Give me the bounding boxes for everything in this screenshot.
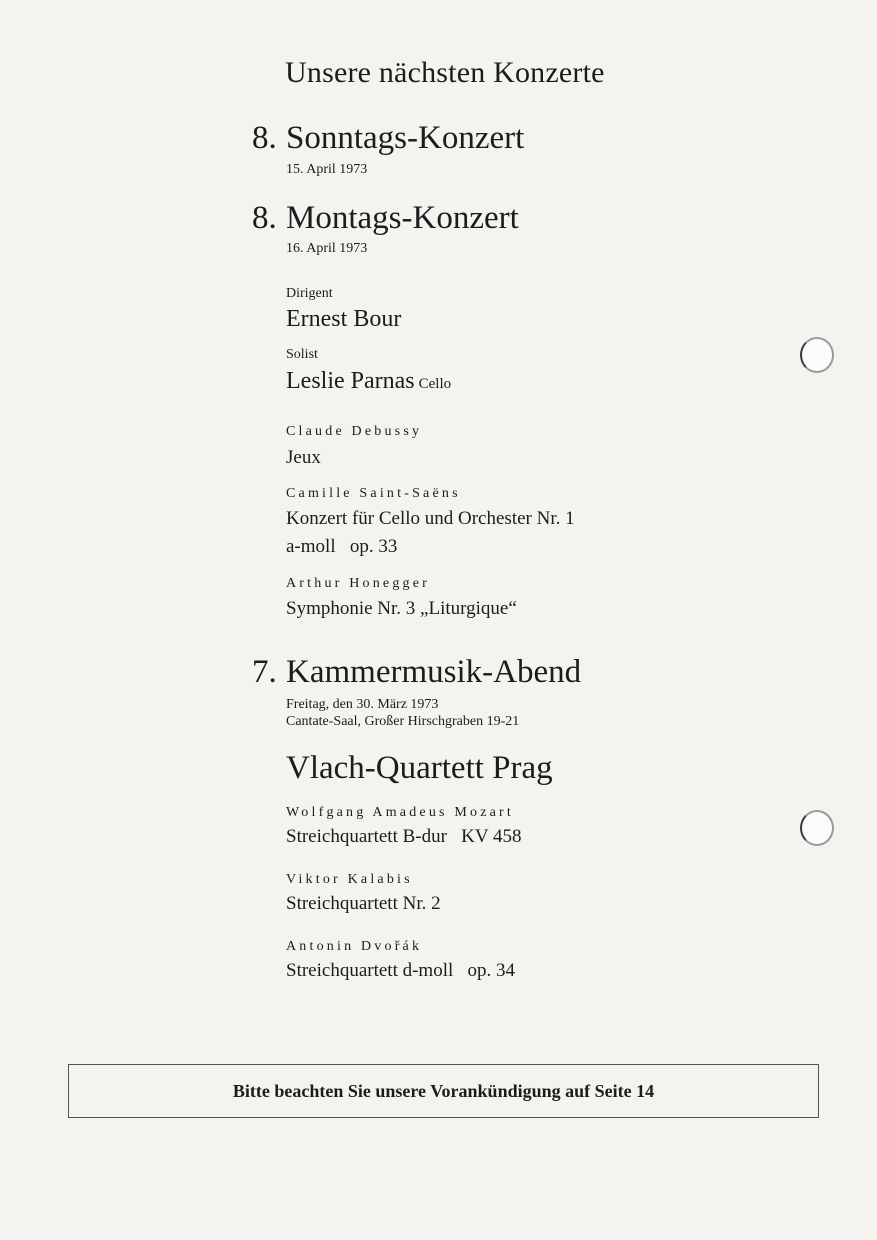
concert-number: 8. [252,200,277,236]
composer-name: Antonin Dvořák [286,939,423,954]
composer-name: Arthur Honegger [286,576,431,591]
composer-name: Claude Debussy [286,424,423,439]
soloist-instrument: Cello [418,376,452,392]
notice-box [68,1064,819,1118]
concert-heading-montags [252,200,519,237]
concert-date: 15. April 1973 [286,162,368,177]
work-title: Streichquartett d-moll op. 34 [286,960,516,981]
bleed-through-text [60,58,70,102]
page-title: Unsere nächsten Konzerte [285,56,605,89]
concert-date: Freitag, den 30. März 1973 [286,697,439,712]
concert-heading-sonntags [252,120,524,157]
work-title: Streichquartett B-dur KV 458 [286,826,522,847]
concert-date: 16. April 1973 [286,241,368,256]
concert-number: 8. [252,120,277,156]
work-title-line2: a-moll op. 33 [286,536,398,557]
punch-hole-top [800,337,834,373]
notice-text: Bitte beachten Sie unsere Vorankündigung auf Seite 14 [232,1080,655,1101]
concert-heading-kammermusik [252,654,581,691]
soloist-name: Leslie Parnas [286,368,415,394]
conductor-name: Ernest Bour [286,306,402,332]
conductor-label: Dirigent [286,286,333,301]
work-title: Symphonie Nr. 3 „Liturgique“ [286,598,517,619]
concert-name: Montags-Konzert [286,200,519,236]
composer-name: Viktor Kalabis [286,872,413,887]
composer-name: Wolfgang Amadeus Mozart [286,805,514,820]
work-title: Streichquartett Nr. 2 [286,893,441,914]
punch-hole-bottom [800,810,834,846]
soloist [286,368,451,395]
work-title: Jeux [286,447,321,468]
soloist-label: Solist [286,347,318,362]
concert-number: 7. [252,654,277,690]
work-title: Konzert für Cello und Orchester Nr. 1 [286,508,575,529]
concert-name: Kammermusik-Abend [286,654,582,690]
composer-name: Camille Saint-Saëns [286,486,461,501]
ensemble-name: Vlach-Quartett Prag [286,750,553,786]
concert-venue: Cantate-Saal, Großer Hirschgraben 19-21 [286,714,520,729]
concert-name: Sonntags-Konzert [286,120,525,156]
